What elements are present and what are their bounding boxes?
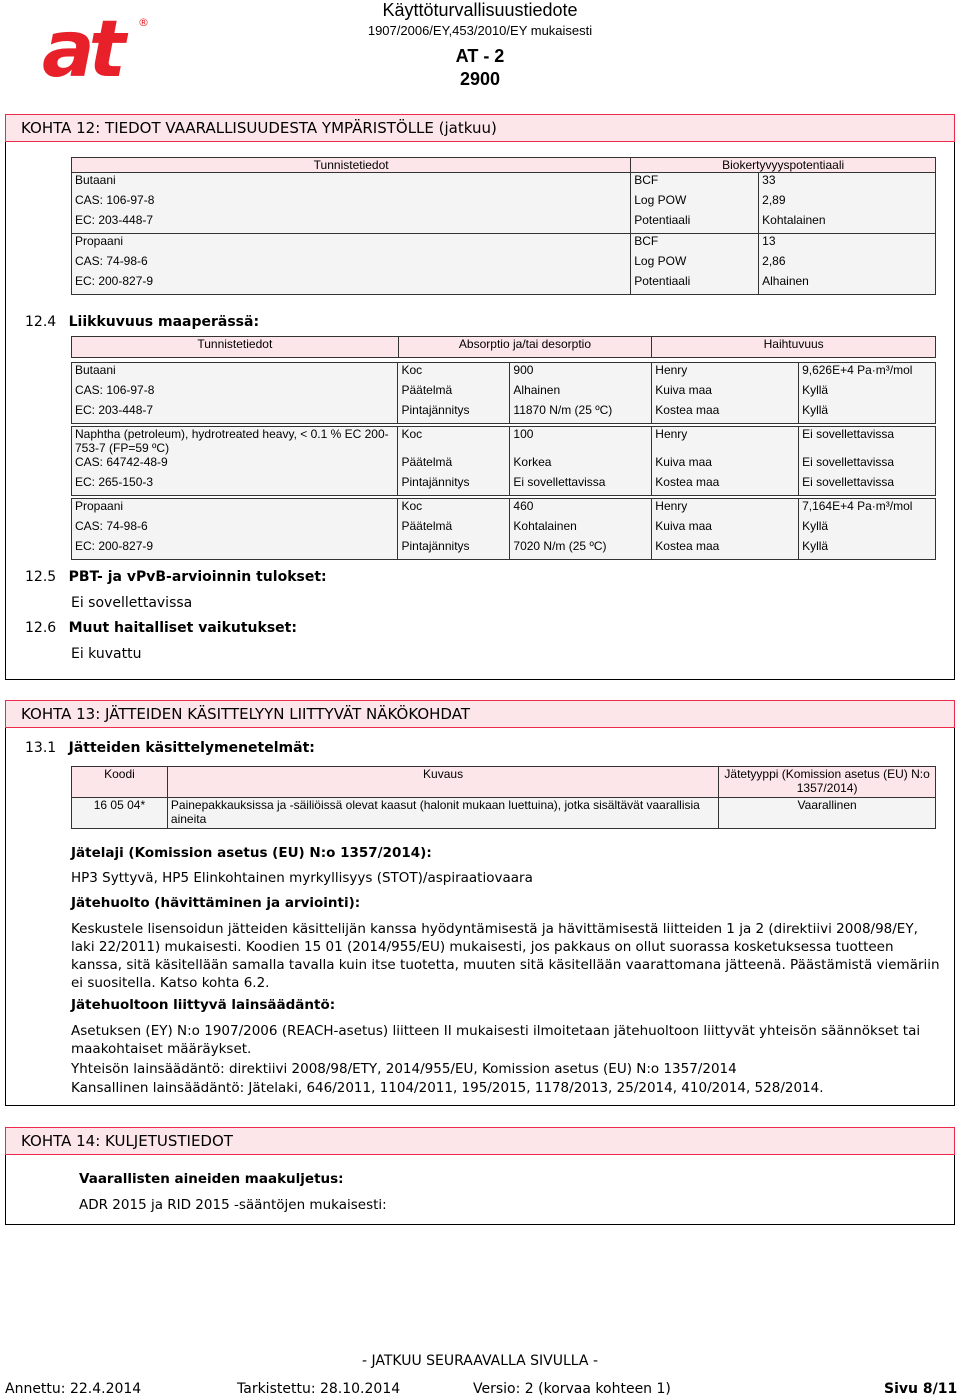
id-cell: CAS: 74-98-6	[72, 519, 398, 539]
param-cell: Log POW	[631, 193, 759, 213]
section-12-title: KOHTA 12: TIEDOT VAARALLISUUDESTA YMPÄRISTÖLLE (jatkuu)	[21, 119, 497, 137]
param-cell: Pintajännitys	[398, 403, 510, 424]
id-cell: EC: 200-827-9	[72, 539, 398, 560]
waste-law-text: Asetuksen (EY) N:o 1907/2006 (REACH-asetus) liitteen II mukaisesti ilmoitetaan jätehuoltoon liittyvät yhteisön säännökset tai maakohtaiset määräykset.	[71, 1023, 921, 1057]
value-cell: Kohtalainen	[759, 213, 936, 234]
waste-law-heading: Jätehuoltoon liittyvä lainsäädäntö:	[71, 997, 336, 1013]
id-cell: Propaani	[72, 499, 398, 520]
param-cell: BCF	[631, 173, 759, 194]
table-row	[72, 499, 936, 520]
id-cell: Butaani	[72, 363, 398, 384]
value-cell: 900	[510, 363, 652, 384]
value-cell: Kyllä	[799, 519, 936, 539]
id-cell: Naphtha (petroleum), hydrotreated heavy, < 0.1 % EC 200-753-7 (FP=59 ºC)	[72, 427, 398, 456]
subsection-12-4	[25, 314, 259, 330]
value-cell: 100	[510, 427, 652, 456]
community-law-text: Yhteisön lainsäädäntö: direktiivi 2008/98/ETY, 2014/955/EU, Komission asetus (EU) N:o 1357/2014	[71, 1061, 737, 1077]
col-header: Tunnistetiedot	[72, 158, 631, 173]
param-cell: Pintajännitys	[398, 475, 510, 496]
continue-note: - JATKUU SEURAAVALLA SIVULLA -	[361, 1353, 598, 1369]
subsection-title: Liikkuvuus maaperässä:	[68, 314, 260, 330]
waste-class-heading: Jätelaji (Komission asetus (EU) N:o 1357/2014):	[71, 845, 432, 861]
bioaccumulation-table	[71, 157, 936, 295]
col-header: Tunnistetiedot	[72, 337, 399, 358]
id-cell: EC: 203-448-7	[72, 403, 398, 424]
col-header: Absorptio ja/tai desorptio	[398, 337, 652, 358]
mobility-table-body	[71, 362, 936, 560]
id-cell: CAS: 106-97-8	[72, 383, 398, 403]
value-cell: Kohtalainen	[510, 519, 652, 539]
section-14-title: KOHTA 14: KULJETUSTIEDOT	[21, 1132, 233, 1150]
value-cell: 13	[759, 234, 936, 255]
id-cell: CAS: 74-98-6	[72, 254, 631, 274]
value-cell: 2,89	[759, 193, 936, 213]
value-cell: 33	[759, 173, 936, 194]
col-header: Kuvaus	[167, 767, 718, 798]
subsection-13-1	[25, 740, 315, 756]
transport-heading: Vaarallisten aineiden maakuljetus:	[79, 1171, 344, 1187]
param-cell: Log POW	[631, 254, 759, 274]
subsection-title: Muut haitalliset vaikutukset:	[68, 620, 297, 636]
value-cell: 2,86	[759, 254, 936, 274]
subsection-number: 12.6	[25, 620, 57, 636]
subsection-12-5	[25, 569, 327, 585]
param-cell: Potentiaali	[631, 274, 759, 295]
doc-title: Käyttöturvallisuustiedote	[382, 0, 578, 20]
value-cell: Korkea	[510, 455, 652, 475]
subsection-number: 13.1	[25, 740, 57, 756]
product-code: AT - 2	[455, 46, 505, 66]
col-header: Haihtuvuus	[652, 337, 936, 358]
value-cell: 460	[510, 499, 652, 520]
waste-handling-heading: Jätehuolto (hävittäminen ja arviointi):	[71, 895, 361, 911]
subsection-12-6	[25, 620, 297, 636]
value-cell: Alhainen	[759, 274, 936, 295]
value-cell: Ei sovellettavissa	[799, 427, 936, 456]
col-header: Koodi	[72, 767, 168, 798]
subsection-number: 12.5	[25, 569, 57, 585]
param-cell: Koc	[398, 363, 510, 384]
param-cell: Henry	[652, 499, 799, 520]
table-row	[72, 427, 936, 456]
value-cell: Kyllä	[799, 403, 936, 424]
waste-description: Painepakkauksissa ja -säiliöissä olevat kaasut (halonit mukaan luettuina), jotka sisältävät vaarallisia aineita	[167, 798, 718, 829]
param-cell: Koc	[398, 499, 510, 520]
param-cell: Kostea maa	[652, 475, 799, 496]
registered-mark: ®	[138, 16, 149, 29]
section-14-frame	[5, 1155, 955, 1225]
table-row	[72, 539, 936, 560]
id-cell: Butaani	[72, 173, 631, 194]
param-cell: Kostea maa	[652, 403, 799, 424]
param-cell: Päätelmä	[398, 383, 510, 403]
regulation: 1907/2006/EY,453/2010/EY mukaisesti	[367, 23, 593, 38]
value-cell: 7020 N/m (25 ºC)	[510, 539, 652, 560]
waste-handling-text: Keskustele lisensoidun jätteiden käsittelijän kanssa hyödyntämisestä ja hävittämisestä liitteiden 1 ja 2 (direktiivi 2008/98/EY, laki 22/2011) mukaisesti. Koodien 15 01 (2014/955/EU) mukaisesti, jos pakkaus on ollut suorassa kosketuksessa tuotteen kanssa, sitä käsitellään samalla tavalla kuin itse tuotetta, muuten sitä käsitellään vaarattomana jätteenä. Päästämistä viemäriin ei suositella. Katso kohta 6.2.	[71, 921, 940, 991]
value-cell: Kyllä	[799, 539, 936, 560]
col-header: Jätetyyppi (Komission asetus (EU) N:o 1357/2014)	[719, 767, 936, 798]
table-row	[72, 519, 936, 539]
national-law-text: Kansallinen lainsäädäntö: Jätelaki, 646/2011, 1104/2011, 195/2015, 1178/2013, 25/2014, 410/2014, 528/2014.	[71, 1080, 824, 1096]
table-row	[72, 455, 936, 475]
param-cell: Kostea maa	[652, 539, 799, 560]
param-cell: Kuiva maa	[652, 383, 799, 403]
param-cell: BCF	[631, 234, 759, 255]
param-cell: Henry	[652, 427, 799, 456]
param-cell: Koc	[398, 427, 510, 456]
page-number: Sivu 8/11	[884, 1381, 958, 1397]
section-13-header	[5, 700, 955, 728]
param-cell: Pintajännitys	[398, 539, 510, 560]
table-row	[72, 363, 936, 384]
col-header: Biokertyvyyspotentiaali	[631, 158, 936, 173]
param-cell: Henry	[652, 363, 799, 384]
value-cell: 9,626E+4 Pa·m³/mol	[799, 363, 936, 384]
subsection-title: PBT- ja vPvB-arvioinnin tulokset:	[68, 569, 327, 585]
waste-class-text: HP3 Syttyvä, HP5 Elinkohtainen myrkyllisyys (STOT)/aspiraatiovaara	[71, 870, 533, 886]
waste-code: 16 05 04*	[72, 798, 168, 829]
logo-text: at	[42, 14, 120, 84]
issued-date: Annettu: 22.4.2014	[5, 1381, 142, 1397]
section-14-header	[5, 1127, 955, 1155]
table-row	[72, 383, 936, 403]
id-cell: EC: 265-150-3	[72, 475, 398, 496]
product-number: 2900	[459, 69, 501, 89]
param-cell: Päätelmä	[398, 519, 510, 539]
value-cell: Alhainen	[510, 383, 652, 403]
value-cell: 7,164E+4 Pa·m³/mol	[799, 499, 936, 520]
subsection-title: Jätteiden käsittelymenetelmät:	[68, 740, 315, 756]
id-cell: CAS: 64742-48-9	[72, 455, 398, 475]
section-13-title: KOHTA 13: JÄTTEIDEN KÄSITTELYYN LIITTYVÄT NÄKÖKOHDAT	[21, 705, 470, 723]
table-row	[72, 403, 936, 424]
subsection-12-5-value: Ei sovellettavissa	[71, 595, 193, 611]
waste-table	[71, 766, 936, 829]
id-cell: Propaani	[72, 234, 631, 255]
subsection-12-6-value: Ei kuvattu	[71, 646, 142, 662]
id-cell: EC: 203-448-7	[72, 213, 631, 234]
company-logo	[40, 14, 150, 84]
id-cell: CAS: 106-97-8	[72, 193, 631, 213]
mobility-table	[71, 336, 936, 364]
value-cell: Ei sovellettavissa	[799, 455, 936, 475]
param-cell: Päätelmä	[398, 455, 510, 475]
value-cell: Ei sovellettavissa	[799, 475, 936, 496]
version-info: Versio: 2 (korvaa kohteen 1)	[473, 1381, 671, 1397]
logo-graphic	[40, 14, 150, 84]
waste-type: Vaarallinen	[719, 798, 936, 829]
id-cell: EC: 200-827-9	[72, 274, 631, 295]
section-12-header	[5, 114, 955, 142]
value-cell: Kyllä	[799, 383, 936, 403]
transport-text: ADR 2015 ja RID 2015 -sääntöjen mukaisesti:	[79, 1197, 387, 1213]
table-row	[72, 475, 936, 496]
param-cell: Kuiva maa	[652, 519, 799, 539]
checked-date: Tarkistettu: 28.10.2014	[237, 1381, 401, 1397]
value-cell: Ei sovellettavissa	[510, 475, 652, 496]
subsection-number: 12.4	[25, 314, 57, 330]
param-cell: Potentiaali	[631, 213, 759, 234]
value-cell: 11870 N/m (25 ºC)	[510, 403, 652, 424]
param-cell: Kuiva maa	[652, 455, 799, 475]
